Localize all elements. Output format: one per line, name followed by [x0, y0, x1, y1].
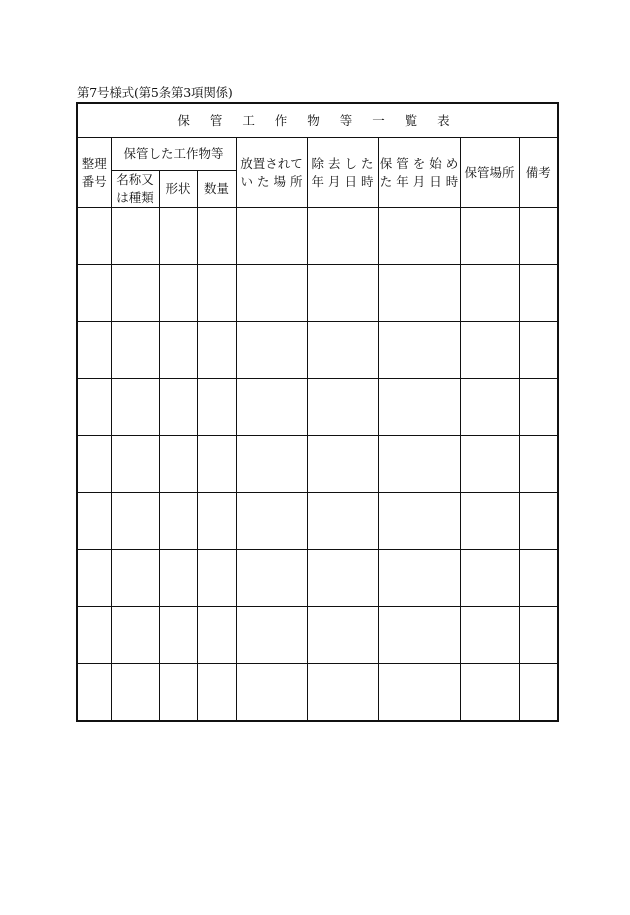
- table-cell: [197, 265, 236, 322]
- table-cell: [77, 664, 111, 722]
- table-cell: [111, 265, 159, 322]
- header-number: [77, 138, 111, 208]
- table-cell: [460, 607, 519, 664]
- table-cell: [197, 664, 236, 722]
- table-cell: [378, 607, 460, 664]
- table-cell: [460, 664, 519, 722]
- table-cell: [77, 607, 111, 664]
- table-cell: [307, 322, 378, 379]
- table-row: [77, 550, 558, 607]
- table-cell: [77, 322, 111, 379]
- table-cell: [236, 379, 307, 436]
- table-cell: [378, 436, 460, 493]
- table-cell: [111, 208, 159, 265]
- table-cell: [519, 322, 558, 379]
- table-cell: [307, 550, 378, 607]
- table-cell: [519, 265, 558, 322]
- table-cell: [460, 379, 519, 436]
- table-cell: [159, 322, 197, 379]
- table-cell: [378, 322, 460, 379]
- header-storage-place: 保管場所: [460, 138, 519, 208]
- table-cell: [307, 436, 378, 493]
- table-cell: [111, 436, 159, 493]
- table-cell: [460, 265, 519, 322]
- table-cell: [307, 493, 378, 550]
- table-cell: [77, 493, 111, 550]
- table-cell: [159, 265, 197, 322]
- table-cell: [159, 436, 197, 493]
- table-cell: [159, 664, 197, 722]
- table-cell: [378, 664, 460, 722]
- table-cell: [460, 322, 519, 379]
- header-removed-line1: 除 去 し た: [311, 155, 374, 171]
- table-cell: [77, 436, 111, 493]
- table-cell: [197, 379, 236, 436]
- table-cell: [197, 493, 236, 550]
- table-cell: [307, 208, 378, 265]
- table-row: [77, 322, 558, 379]
- table-cell: [236, 607, 307, 664]
- table-cell: [236, 265, 307, 322]
- table-cell: [77, 550, 111, 607]
- table-cell: [460, 208, 519, 265]
- header-number-line2: 番号: [81, 173, 107, 189]
- header-remarks: 備考: [519, 138, 558, 208]
- table-cell: [307, 607, 378, 664]
- table-cell: [111, 664, 159, 722]
- table-cell: [111, 379, 159, 436]
- table-cell: [197, 550, 236, 607]
- header-removed-line2: 年 月 日 時: [311, 173, 374, 189]
- table-cell: [460, 493, 519, 550]
- table-cell: [111, 493, 159, 550]
- table-cell: [519, 493, 558, 550]
- table-cell: [519, 436, 558, 493]
- table-cell: [159, 493, 197, 550]
- table-cell: [519, 550, 558, 607]
- table-cell: [111, 322, 159, 379]
- table-cell: [307, 379, 378, 436]
- table-cell: [460, 436, 519, 493]
- header-shape: 形状: [159, 171, 197, 208]
- table-cell: [236, 550, 307, 607]
- table-cell: [77, 379, 111, 436]
- table-row: [77, 664, 558, 722]
- header-left-place: [236, 138, 307, 208]
- table-cell: [378, 550, 460, 607]
- table-cell: [236, 493, 307, 550]
- header-stored-items: 保管した工作物等: [111, 138, 236, 171]
- table-cell: [197, 322, 236, 379]
- table-row: [77, 208, 558, 265]
- table-row: [77, 607, 558, 664]
- table-cell: [159, 208, 197, 265]
- table-row: [77, 493, 558, 550]
- header-name-or-type: [111, 171, 159, 208]
- header-name-line2: は種類: [116, 190, 154, 205]
- table-cell: [519, 607, 558, 664]
- table-cell: [519, 379, 558, 436]
- header-number-line1: 整理: [81, 155, 107, 171]
- table-cell: [111, 607, 159, 664]
- table-cell: [460, 550, 519, 607]
- header-left-place-line1: 放置されて: [240, 155, 303, 171]
- table-body: [77, 208, 558, 722]
- table-cell: [197, 607, 236, 664]
- table-cell: [307, 265, 378, 322]
- table-cell: [159, 607, 197, 664]
- header-name-line1: 名称又: [116, 172, 154, 187]
- table-cell: [236, 664, 307, 722]
- table-cell: [236, 322, 307, 379]
- table-cell: [111, 550, 159, 607]
- table-cell: [378, 265, 460, 322]
- table-cell: [77, 208, 111, 265]
- table-row: [77, 379, 558, 436]
- table-cell: [197, 436, 236, 493]
- table-cell: [197, 208, 236, 265]
- form-label: 第7号様式(第5条第3項関係): [77, 85, 233, 100]
- table-cell: [236, 208, 307, 265]
- table-cell: [307, 664, 378, 722]
- table-cell: [378, 493, 460, 550]
- table-cell: [159, 379, 197, 436]
- header-left-place-line2: い た 場 所: [240, 173, 303, 189]
- table-row: [77, 265, 558, 322]
- table-row: [77, 436, 558, 493]
- header-storage-start-datetime: [378, 138, 460, 208]
- table-cell: [378, 379, 460, 436]
- header-storage-start-line2: た 年 月 日 時: [379, 173, 459, 189]
- header-quantity: 数量: [197, 171, 236, 208]
- header-removed-datetime: [307, 138, 378, 208]
- table-cell: [378, 208, 460, 265]
- header-storage-start-line1: 保 管 を 始 め: [379, 155, 459, 171]
- storage-register-table: [76, 102, 559, 722]
- table-cell: [159, 550, 197, 607]
- table-cell: [519, 664, 558, 722]
- table-cell: [236, 436, 307, 493]
- table-title: 保 管 工 作 物 等 一 覧 表: [77, 103, 558, 138]
- table-cell: [77, 265, 111, 322]
- table-cell: [519, 208, 558, 265]
